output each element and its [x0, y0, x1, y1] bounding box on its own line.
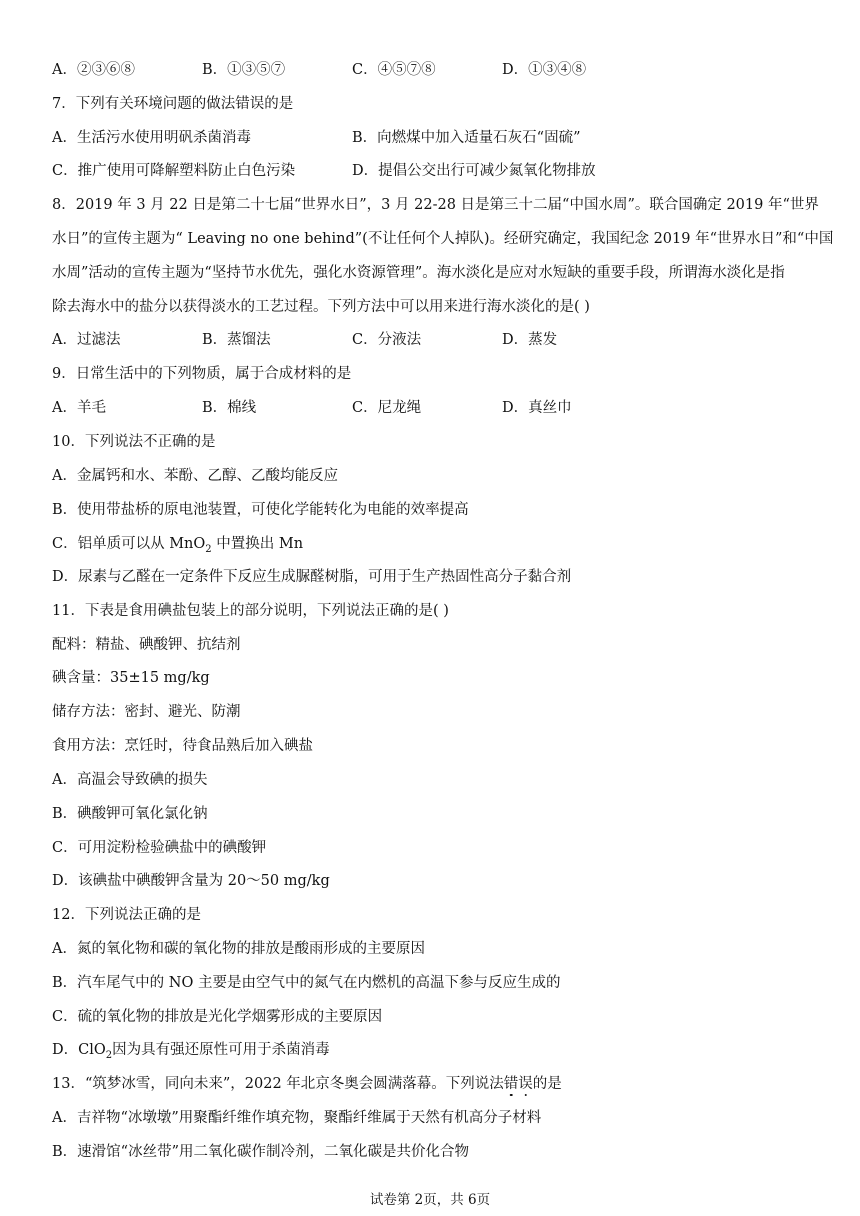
q10-stem: 10．下列说法不正确的是: [52, 434, 216, 450]
page-footer: 试卷第 2页，共 6页: [369, 1192, 491, 1208]
q6-option-a: A．②③⑥⑧: [52, 62, 135, 78]
q10-option-d: D．尿素与乙醛在一定条件下反应生成脲醛树脂，可用于生产热固性高分子黏合剂: [52, 569, 572, 585]
q11-info-iodine: 碘含量：35±15 mg/kg: [52, 670, 210, 686]
q12-option-d-sub: 2: [105, 1049, 113, 1061]
q9-option-d: D．真丝巾: [502, 400, 572, 416]
q6-option-c: C．④⑤⑦⑧: [352, 62, 436, 78]
q7-options-row2: [52, 161, 652, 181]
q9-stem: 9．日常生活中的下列物质，属于合成材料的是: [52, 366, 352, 382]
q7-options-row1: [52, 128, 652, 148]
q8-line-4: 除去海水中的盐分以获得淡水的工艺过程。下列方法中可以用来进行海水淡化的是( ): [52, 299, 590, 315]
q8-option-a: A．过滤法: [52, 332, 121, 348]
q12-option-b: B．汽车尾气中的 NO 主要是由空气中的氮气在内燃机的高温下参与反应生成的: [52, 975, 561, 991]
q12-option-c: C．硫的氧化物的排放是光化学烟雾形成的主要原因: [52, 1009, 383, 1025]
q8-option-d: D．蒸发: [502, 332, 558, 348]
q11-stem: 11．下表是食用碘盐包装上的部分说明，下列说法正确的是( ): [52, 603, 449, 619]
q10-option-c-sub: 2: [205, 543, 212, 555]
q13-emphasis-char-1: 错: [503, 1076, 519, 1092]
q11-info-usage: 食用方法：烹饪时，待食品熟后加入碘盐: [52, 738, 313, 754]
q11-option-a: A．高温会导致碘的损失: [52, 772, 208, 788]
q11-option-b: B．碘酸钾可氧化氯化钠: [52, 806, 208, 822]
q13-emphasis-char-2: 误: [518, 1076, 533, 1092]
q7-option-d: D．提倡公交出行可减少氮氧化物排放: [352, 163, 596, 179]
q12-option-a: A．氮的氧化物和碳的氧化物的排放是酸雨形成的主要原因: [52, 941, 425, 957]
q12-stem: 12．下列说法正确的是: [52, 907, 201, 923]
q11-option-d: D．该碘盐中碘酸钾含量为 20～50 mg/kg: [52, 873, 330, 889]
q12-option-d: [52, 1040, 330, 1066]
q8-option-b: B．蒸馏法: [202, 332, 271, 348]
q8-option-c: C．分液法: [352, 332, 422, 348]
q11-info-storage: 储存方法：密封、避光、防潮: [52, 704, 241, 720]
q12-option-d-post: 因为具有强还原性可用于杀菌消毒: [112, 1042, 330, 1058]
q8-line-1: 8．2019 年 3 月 22 日是第二十七届“世界水日”，3 月 22-28 日是第三十二届“中国水周”。联合国确定 2019 年“世界: [52, 197, 819, 213]
q9-options: [52, 398, 652, 418]
q13-option-b: B．速滑馆“冰丝带”用二氧化碳作制冷剂，二氧化碳是共价化合物: [52, 1144, 469, 1160]
q10-option-c-pre: C．铝单质可以从 MnO: [52, 536, 206, 552]
q13-stem-pre: 13．“筑梦冰雪，同向未来”，2022 年北京冬奥会圆满落幕。下列说法: [52, 1076, 504, 1092]
q7-option-b: B．向燃煤中加入适量石灰石“固硫”: [352, 130, 581, 146]
q11-option-c: C．可用淀粉检验碘盐中的碘酸钾: [52, 840, 267, 856]
q8-line-2: 水日”的宣传主题为“ Leaving no one behind”(不让任何个人掉队)。经研究确定，我国纪念 2019 年“世界水日”和“中国: [52, 231, 834, 247]
q7-option-a: A．生活污水使用明矾杀菌消毒: [52, 130, 251, 146]
q6-option-b: B．①③⑤⑦: [202, 62, 286, 78]
q6-options: [52, 60, 652, 80]
q13-stem: [52, 1074, 562, 1094]
q13-stem-post: 的是: [532, 1076, 562, 1092]
q10-option-b: B．使用带盐桥的原电池装置，可使化学能转化为电能的效率提高: [52, 502, 469, 518]
q9-option-c: C．尼龙绳: [352, 400, 422, 416]
q6-option-d: D．①③④⑧: [502, 62, 587, 78]
q9-option-a: A．羊毛: [52, 400, 106, 416]
q9-option-b: B．棉线: [202, 400, 257, 416]
q7-option-c: C．推广使用可降解塑料防止白色污染: [52, 163, 296, 179]
q10-option-c-post: 中置换出 Mn: [211, 536, 304, 552]
q8-line-3: 水周”活动的宣传主题为“坚持节水优先，强化水资源管理”。海水淡化是应对水短缺的重要手段，所谓海水淡化是指: [52, 265, 785, 281]
q11-info-ingredients: 配料：精盐、碘酸钾、抗结剂: [52, 637, 241, 653]
q10-option-a: A．金属钙和水、苯酚、乙醇、乙酸均能反应: [52, 468, 338, 484]
q7-stem: 7．下列有关环境问题的做法错误的是: [52, 96, 294, 112]
q8-options: [52, 330, 652, 350]
q12-option-d-pre: D．ClO: [52, 1042, 106, 1058]
q10-option-c: [52, 534, 303, 560]
q13-option-a: A．吉祥物“冰墩墩”用聚酯纤维作填充物，聚酯纤维属于天然有机高分子材料: [52, 1110, 542, 1126]
